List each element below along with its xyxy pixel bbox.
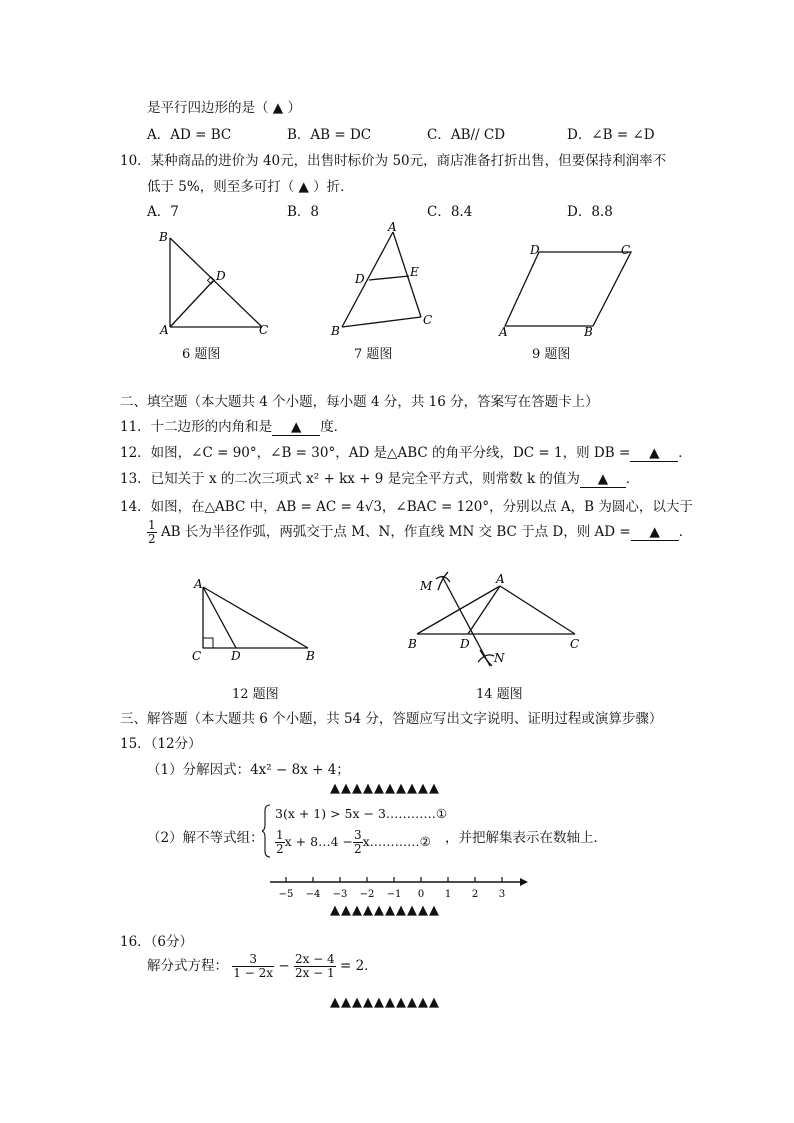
figure-12 xyxy=(186,574,326,664)
q10-line2: 低于 5%，则至多可打（ ▲ ）折． xyxy=(147,179,354,195)
section2-heading: 二、填空题（本大题共 4 个小题，每小题 4 分，共 16 分，答案写在答题卡上） xyxy=(120,394,599,410)
q16-result: = 2． xyxy=(339,958,378,974)
q10-option-a: A．7 xyxy=(147,204,179,220)
q14-line2 xyxy=(147,519,692,546)
fig7-label-b: B xyxy=(331,324,340,338)
fig14-caption: 14 题图 xyxy=(476,687,523,702)
fig14-side-ab xyxy=(417,586,500,634)
fig12-label-b: B xyxy=(306,649,315,663)
q15-part1: （1）分解因式：4x² − 8x + 4； xyxy=(147,762,350,778)
q11-text: 11．十二边形的内角和是 xyxy=(120,419,273,435)
q14-text: AB 长为半径作弧，两弧交于点 M、N，作直线 MN 交 BC 于点 D，则 AD = xyxy=(160,524,631,540)
q15-ineq2-mid: x + 8…4 − xyxy=(284,834,353,849)
q16-title: 16．（6分） xyxy=(120,934,194,950)
q14-post: ． xyxy=(678,524,693,540)
q15-answer2-placeholder: ▲▲▲▲▲▲▲▲▲▲ xyxy=(330,903,440,918)
q15-ineq2-frac2: $\frac{3}{2}$ xyxy=(353,828,362,856)
fig12-caption: 12 题图 xyxy=(232,687,279,702)
figure-7 xyxy=(326,220,441,340)
fig7-label-a: A xyxy=(388,220,397,234)
number-line-tick-label: 1 xyxy=(444,889,452,900)
q9-option-b: B．AB = DC xyxy=(287,127,372,143)
fig7-label-c: C xyxy=(423,313,433,327)
fig12-label-c: C xyxy=(192,649,202,663)
q12-blank: ▲ xyxy=(630,445,678,462)
section3-heading: 三、解答题（本大题共 6 个小题，共 54 分，答题应写出文字说明、证明过程或演算步骤） xyxy=(120,711,663,727)
q10-option-b: B．8 xyxy=(287,204,320,220)
fig6-label-b: B xyxy=(159,230,168,244)
number-line-tick-label: −5 xyxy=(278,889,294,900)
fig7-side-bc xyxy=(342,317,421,327)
number-line-tick-label: −4 xyxy=(305,889,321,900)
q14-blank: ▲ xyxy=(631,524,679,541)
q13 xyxy=(120,467,639,488)
figure-9 xyxy=(495,240,640,340)
fig9-label-d: D xyxy=(530,243,540,257)
fig7-label-e: E xyxy=(410,265,419,279)
q16-answer-placeholder: ▲▲▲▲▲▲▲▲▲▲ xyxy=(330,995,440,1010)
fig14-segment-ad xyxy=(468,586,500,634)
q15-inequality-1: 3(x + 1) > 5x − 3…………① xyxy=(275,806,448,821)
q16-equation xyxy=(147,953,378,980)
fig7-segment-de xyxy=(369,276,409,280)
fig14-label-d: D xyxy=(460,637,470,651)
number-line-tick-label: −2 xyxy=(359,889,375,900)
q9-option-a: A．AD = BC xyxy=(147,127,232,143)
q11 xyxy=(120,415,347,436)
fig9-label-b: B xyxy=(584,325,593,339)
figure-6 xyxy=(155,228,285,340)
fig7-side-ab xyxy=(342,232,393,327)
q10-option-c: C．8.4 xyxy=(427,204,473,220)
q9-tail: 是平行四边形的是（ ▲ ） xyxy=(147,100,301,116)
q10-option-d: D．8.8 xyxy=(567,204,613,220)
q12-text: 12．如图，∠C = 90°，∠B = 30°，AD 是△ABC 的角平分线，DC = 1，则 DB = xyxy=(120,445,631,461)
fig9-label-c: C xyxy=(621,243,631,257)
q15-part2-label: （2）解不等式组： xyxy=(147,830,264,846)
q11-blank: ▲ xyxy=(272,419,320,436)
fig14-line-mn xyxy=(442,576,490,666)
q9-option-d: D．∠B = ∠D xyxy=(567,127,655,143)
fig6-label-a: A xyxy=(160,323,169,337)
q12-post: ． xyxy=(678,445,692,461)
fig7-caption: 7 题图 xyxy=(354,347,393,362)
fig6-label-d: D xyxy=(216,269,226,283)
fig14-label-n: N xyxy=(494,651,505,665)
fig9-label-a: A xyxy=(499,325,508,339)
fig14-arc-m2 xyxy=(438,572,448,590)
q11-post: 度． xyxy=(320,419,348,435)
fig14-label-b: B xyxy=(408,637,417,651)
number-line-tick-label: 0 xyxy=(417,889,425,900)
q15-number-line xyxy=(262,873,532,901)
number-line-tick-label: −3 xyxy=(332,889,348,900)
q16-label: 解分式方程： xyxy=(147,958,228,974)
fig6-label-c: C xyxy=(259,323,269,337)
q15-inequality-2 xyxy=(275,829,431,856)
fig12-label-a: A xyxy=(194,577,203,591)
q10-line1: 10．某种商品的进价为 40元，出售时标价为 50元，商店准备打折出售，但要保持利润率不 xyxy=(120,153,667,169)
q12 xyxy=(120,441,692,462)
q15-system-brace xyxy=(262,803,272,859)
q15-answer1-placeholder: ▲▲▲▲▲▲▲▲▲▲ xyxy=(330,781,440,796)
fig9-caption: 9 题图 xyxy=(532,347,571,362)
fig6-caption: 6 题图 xyxy=(182,347,221,362)
q16-fraction-2: $\frac{2x - 4}{2x - 1}$ xyxy=(294,952,335,980)
fig14-label-c: C xyxy=(570,637,580,651)
number-line-arrow xyxy=(520,878,528,886)
fig9-parallelogram xyxy=(505,252,631,326)
q13-text: 13．已知关于 x 的二次三项式 x² + kx + 9 是完全平方式，则常数 k 的值为 xyxy=(120,471,580,487)
fig12-right-angle-mark xyxy=(203,638,213,648)
q15-ineq2-tail: x…………② xyxy=(362,834,431,849)
q15-part2-tail: ，并把解集表示在数轴上． xyxy=(445,830,607,846)
q15-title: 15．（12分） xyxy=(120,736,202,752)
q15-ineq2-frac1: $\frac{1}{2}$ xyxy=(276,828,284,856)
fig12-label-d: D xyxy=(231,649,241,663)
q16-fraction-1: $\frac{3}{1 - 2x}$ xyxy=(233,952,274,980)
fig14-side-ac xyxy=(500,586,575,634)
fig12-side-ab xyxy=(203,587,308,648)
fig14-label-m: M xyxy=(420,579,433,593)
fig14-label-a: A xyxy=(496,572,505,586)
q9-option-c: C．AB// CD xyxy=(427,127,506,143)
q16-minus: − xyxy=(278,958,290,974)
figure-14 xyxy=(402,566,592,676)
q14-line1: 14．如图，在△ABC 中，AB = AC = 4√3，∠BAC = 120°，分别以点 A，B 为圆心，以大于 xyxy=(120,499,693,515)
number-line-tick-label: 2 xyxy=(471,889,479,900)
q14-fraction: $\frac{1}{2}$ xyxy=(148,518,156,546)
fig6-segment-ad xyxy=(170,281,213,327)
q13-post: ． xyxy=(625,471,640,487)
number-line-tick-label: −1 xyxy=(386,889,402,900)
number-line-tick-label: 3 xyxy=(498,889,506,900)
fig7-label-d: D xyxy=(355,272,365,286)
q13-blank: ▲ xyxy=(580,471,626,488)
